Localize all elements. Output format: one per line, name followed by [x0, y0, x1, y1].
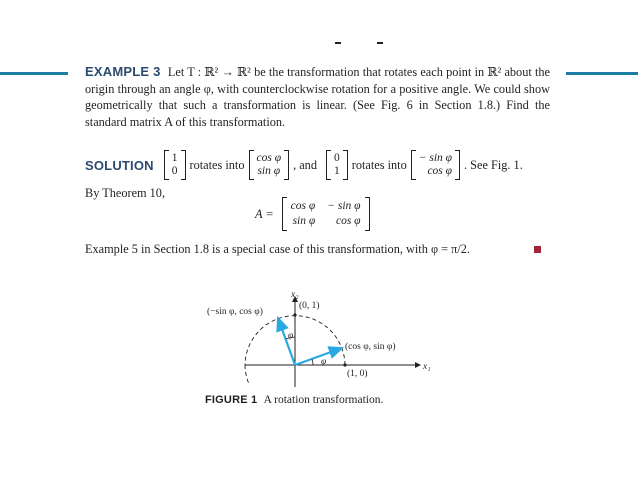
- e2-bottom: 1: [333, 165, 340, 177]
- matrix-a: [282, 197, 370, 231]
- x1-label: x₁: [423, 362, 431, 372]
- see-fig-text: . See Fig. 1.: [464, 157, 523, 172]
- top-mark-1: [335, 42, 341, 44]
- matrix-cell: − sin φ: [327, 200, 361, 212]
- vector-e1: [164, 150, 186, 180]
- rotates-into-text: rotates into: [189, 157, 245, 172]
- rotated-e1-vector: [295, 348, 342, 365]
- figure-caption: [205, 394, 383, 406]
- end-of-example-mark: [534, 246, 541, 253]
- point-e2: [293, 313, 296, 316]
- vector-e2: [326, 150, 348, 180]
- matrix-cell: cos φ: [290, 200, 316, 212]
- phi-top-label: φ: [288, 331, 294, 341]
- example-label: EXAMPLE 3: [85, 64, 161, 79]
- matrix-a-equation: [255, 197, 374, 231]
- e2-point-label: (0, 1): [299, 301, 320, 311]
- figure-caption-label: FIGURE 1: [205, 394, 258, 406]
- point-e1: [343, 363, 346, 366]
- rotation-figure: [195, 285, 435, 393]
- e1-point-label: (1, 0): [347, 369, 368, 379]
- rot-e1-label: (cos φ, sin φ): [345, 342, 396, 352]
- matrix-a-lhs: A =: [255, 206, 274, 221]
- right-accent-rule: [566, 72, 638, 75]
- rot-e2-bottom: cos φ: [427, 165, 453, 177]
- figure-caption-text: A rotation transformation.: [263, 394, 384, 406]
- solution-row: [85, 147, 523, 183]
- phi-bottom-label: φ: [321, 357, 327, 367]
- rotates-into-text-2: rotates into: [351, 157, 407, 172]
- x2-label: x₂: [291, 290, 299, 300]
- solution-label: SOLUTION: [85, 157, 154, 173]
- e1-bottom: 0: [171, 165, 178, 177]
- rotated-e2-vector: [278, 318, 295, 365]
- e1-top: 1: [171, 152, 178, 164]
- rot-e1-top: cos φ: [256, 152, 282, 164]
- e2-top: 0: [333, 152, 340, 164]
- rot-e1-bottom: sin φ: [257, 165, 281, 177]
- top-mark-2: [377, 42, 383, 44]
- and-text: , and: [293, 157, 317, 172]
- unit-circle-arc-lower: [245, 365, 249, 384]
- left-accent-rule: [0, 72, 68, 75]
- theorem-text: By Theorem 10,: [85, 186, 166, 200]
- example5-text: Example 5 in Section 1.8 is a special case of this transformation, with φ = π/2.: [85, 242, 470, 256]
- rot-e2-top: − sin φ: [418, 152, 453, 164]
- matrix-cell: sin φ: [292, 215, 316, 227]
- vector-rot-e2: [411, 150, 460, 180]
- vector-rot-e1: [249, 150, 290, 180]
- angle-arc-bottom: [312, 359, 313, 365]
- rot-e2-label: (−sin φ, cos φ): [207, 307, 263, 317]
- matrix-cell: cos φ: [335, 215, 361, 227]
- example-paragraph: [85, 64, 550, 130]
- example-text: Let T : ℝ² → ℝ² be the transformation that rotates each point in ℝ² about the origin through an angle φ, with counterclockwise rotation for a positive angle. We could show geometrically that such a transformation is linear. (See Fig. 6 in Section 1.8.) Find the standard matrix A of this transformation.: [85, 65, 551, 129]
